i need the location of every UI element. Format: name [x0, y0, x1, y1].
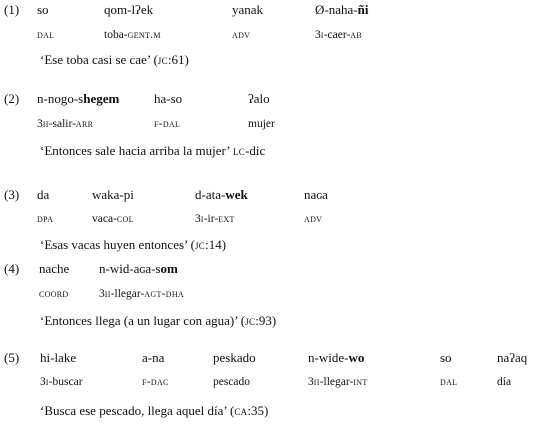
- free-translation: [40, 404, 268, 417]
- gloss-part: col: [116, 213, 134, 225]
- gloss: [497, 377, 511, 389]
- gloss-part: 3: [37, 118, 43, 130]
- gloss-part: gent.m: [127, 29, 161, 41]
- source-word-part: a-na: [142, 350, 165, 365]
- source-word: [248, 92, 270, 105]
- gloss-part: ii: [42, 118, 49, 130]
- source-word: [440, 351, 452, 364]
- source-word-part: peskado: [213, 350, 256, 365]
- gloss-part: f-dal: [154, 118, 181, 130]
- source-word: [497, 351, 527, 364]
- gloss-part: -llegar-: [319, 376, 354, 388]
- source-word-part: n-wid-aɢa-s: [99, 261, 161, 276]
- source-word-part: ñi: [357, 2, 369, 17]
- source-word: [99, 262, 178, 275]
- gloss-part: mujer: [248, 118, 275, 130]
- free-translation-part: ‘Entonces llega (a un lugar con agua)’ (: [40, 313, 246, 328]
- gloss-part: 3: [40, 376, 46, 388]
- free-translation-part: ‘Esas vacas huyen entonces’ (: [40, 237, 195, 252]
- gloss-part: agt-dha: [144, 288, 184, 300]
- example-number: (5): [4, 350, 20, 365]
- source-word-part: ha-so: [154, 91, 183, 106]
- source-word-part: waka-pi: [92, 187, 134, 202]
- free-translation: [40, 238, 226, 251]
- source-word: [40, 351, 76, 364]
- gloss-part: toba-: [104, 29, 128, 41]
- source-word: [104, 3, 153, 16]
- free-translation-part: :35): [247, 403, 269, 418]
- gloss: [315, 30, 362, 42]
- source-word-part: wo: [348, 350, 365, 365]
- free-translation-part: :93): [255, 313, 277, 328]
- gloss: [142, 377, 169, 389]
- free-translation: [40, 144, 265, 157]
- source-word-part: hegem: [83, 91, 120, 106]
- source-word-part: qom-lʔek: [104, 2, 154, 17]
- gloss: [40, 377, 83, 389]
- free-translation-part: ‘Entonces sale hacia arriba la mujer’: [40, 143, 233, 158]
- gloss-part: -caer-: [323, 29, 351, 41]
- example-number: (1): [4, 2, 20, 17]
- free-translation-part: ‘Busca ese pescado, llega aquel día’ (: [40, 403, 235, 418]
- source-word: [37, 92, 119, 105]
- gloss-part: dpa: [37, 213, 54, 225]
- gloss-part: i: [200, 213, 204, 225]
- gloss-part: -buscar: [48, 376, 83, 388]
- gloss-part: f-dac: [142, 376, 169, 388]
- source-word-part: da: [37, 187, 50, 202]
- gloss: [213, 377, 250, 389]
- source-word: [315, 3, 368, 16]
- source-word-part: so: [37, 2, 49, 17]
- source-word-part: n-wide-: [308, 350, 349, 365]
- gloss-part: ab: [350, 29, 363, 41]
- free-translation-part: :14): [205, 237, 227, 252]
- source-word-part: ʔalo: [248, 91, 270, 106]
- gloss: [304, 214, 322, 226]
- free-translation-part: jc: [157, 52, 168, 67]
- source-word-part: n-nogo-s: [37, 91, 84, 106]
- source-word: [308, 351, 364, 364]
- gloss-part: vaca-: [92, 213, 117, 225]
- gloss-part: coord: [39, 288, 69, 300]
- gloss: [37, 30, 54, 42]
- example-number: (3): [4, 187, 20, 202]
- source-word: [142, 351, 164, 364]
- gloss-part: -ir-: [203, 213, 219, 225]
- source-word: [39, 262, 69, 275]
- source-word-part: yanak: [232, 2, 264, 17]
- gloss: [232, 30, 250, 42]
- free-translation-part: jc: [194, 237, 206, 252]
- source-word-part: naʔaq: [497, 350, 528, 365]
- gloss: [195, 214, 235, 226]
- free-translation-part: ‘Ese toba casi se cae’ (: [40, 52, 158, 67]
- gloss-part: dal: [440, 376, 458, 388]
- free-translation-part: jc: [245, 313, 256, 328]
- source-word-part: hi-lake: [40, 350, 77, 365]
- gloss: [154, 119, 180, 131]
- example-number: (4): [4, 261, 20, 276]
- source-word: [304, 188, 328, 201]
- gloss-part: adv: [304, 213, 323, 225]
- gloss-part: 3: [308, 376, 314, 388]
- gloss: [37, 214, 53, 226]
- gloss-part: adv: [232, 29, 251, 41]
- gloss-part: 3: [99, 288, 105, 300]
- gloss-part: int: [353, 376, 368, 388]
- source-word: [37, 3, 49, 16]
- gloss-part: -salir-: [48, 118, 76, 130]
- source-word-part: nache: [39, 261, 70, 276]
- gloss: [440, 377, 457, 389]
- source-word-part: wek: [225, 187, 248, 202]
- gloss: [37, 119, 93, 131]
- free-translation-part: :61): [167, 52, 189, 67]
- gloss-part: ii: [104, 288, 111, 300]
- gloss: [308, 377, 368, 389]
- free-translation-part: ca: [234, 403, 248, 418]
- gloss-part: i: [45, 376, 49, 388]
- gloss-part: 3: [195, 213, 201, 225]
- gloss-part: 3: [315, 29, 321, 41]
- source-word: [37, 188, 49, 201]
- gloss: [104, 30, 161, 42]
- gloss-part: ii: [313, 376, 320, 388]
- gloss-part: dal: [37, 29, 55, 41]
- gloss-part: i: [320, 29, 324, 41]
- gloss-part: ext: [218, 213, 235, 225]
- gloss-part: -llegar-: [110, 288, 145, 300]
- source-word: [232, 3, 263, 16]
- source-word-part: so: [440, 350, 452, 365]
- source-word-part: d-ata-: [195, 187, 226, 202]
- source-word: [154, 92, 182, 105]
- gloss: [99, 289, 184, 301]
- gloss: [92, 214, 134, 226]
- gloss: [248, 119, 275, 131]
- free-translation: [40, 53, 189, 66]
- gloss-part: arr: [75, 118, 94, 130]
- gloss: [39, 289, 69, 301]
- source-word-part: Ø-naha-: [315, 2, 358, 17]
- example-number: (2): [4, 91, 20, 106]
- gloss-part: día: [497, 376, 512, 388]
- source-word: [213, 351, 256, 364]
- free-translation-part: lc: [232, 143, 246, 158]
- gloss-part: pescado: [213, 376, 251, 388]
- free-translation-part: -dic: [245, 143, 266, 158]
- source-word: [195, 188, 248, 201]
- source-word: [92, 188, 134, 201]
- source-word-part: naɢa: [304, 187, 328, 202]
- free-translation: [40, 314, 276, 327]
- source-word-part: om: [160, 261, 178, 276]
